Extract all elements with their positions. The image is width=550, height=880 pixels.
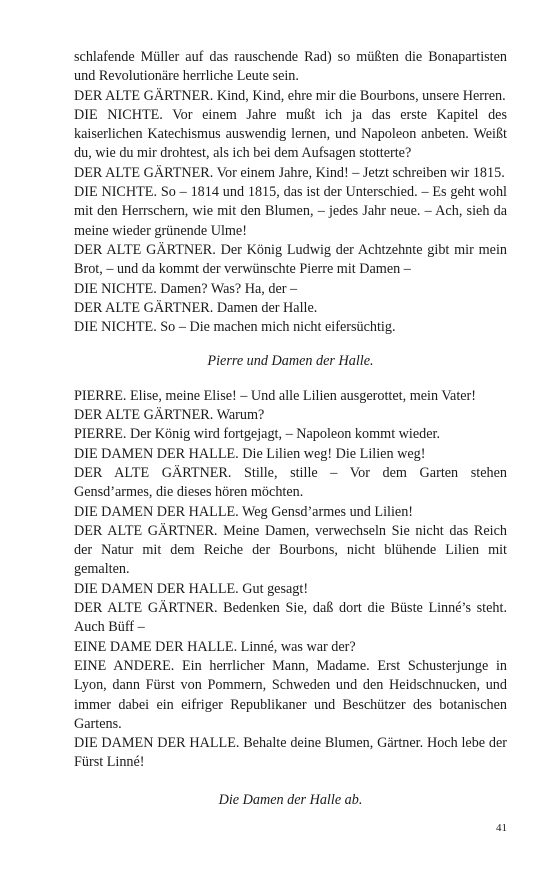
speech: PIERRE. Elise, meine Elise! – Und alle Lilien ausgerottet, mein Vater! <box>74 387 477 404</box>
speech: DIE DAMEN DER HALLE. Gut gesagt! <box>74 580 309 597</box>
speech: EINE DAME DER HALLE. Linné, was war der? <box>74 638 356 655</box>
speech: DER ALTE GÄRTNER. Kind, Kind, ehre mir die Bourbons, unsere Herren. <box>74 87 506 104</box>
speech: EINE ANDERE. Ein herrlicher Mann, Madame. Erst Schusterjunge in Lyon, dann Fürst von Pommern, Schweden und den Heidschnucken, und immer dabei ein eifriger Republikaner und Beschützer des botanischen Gartens. <box>74 657 507 732</box>
page-text <box>74 48 507 825</box>
speech: DIE NICHTE. So – 1814 und 1815, das ist der Unterschied. – Es geht wohl mit den Herrschern, wie mit den Blumen, – jedes Jahr neue. – Ach, sieh da meine wieder grünende Ulme! <box>74 184 507 239</box>
speech: DER ALTE GÄRTNER. Der König Ludwig der Achtzehnte gibt mir mein Brot, – und da kommt der verwünschte Pierre mit Damen – <box>74 241 507 278</box>
speech: DIE DAMEN DER HALLE. Die Lilien weg! Die Lilien weg! <box>74 445 426 462</box>
speech: DER ALTE GÄRTNER. Meine Damen, verwechseln Sie nicht das Reich der Natur mit dem Reiche der Bourbons, nicht blühende Lilien mit gemalten. <box>74 522 507 578</box>
page-number: 41 <box>496 822 507 834</box>
stage-direction: Pierre und Damen der Halle. <box>207 353 374 370</box>
text-line: schlafende Müller auf das rauschende Rad) so müßten die Bonapartisten und Revolutionäre herrliche Leute sein. <box>74 49 507 85</box>
speech: DER ALTE GÄRTNER. Bedenken Sie, daß dort die Büste Linné’s steht. Auch Büff – <box>74 600 507 636</box>
speech: DIE NICHTE. So – Die machen mich nicht eifersüchtig. <box>74 319 396 336</box>
speech: DIE NICHTE. Vor einem Jahre mußt ich ja das erste Kapitel des kaiserlichen Katechismus auswendig lernen, und Napoleon anbeten. Weißt du, wie du mir drohtest, als ich bei dem Aufsagen stotterte? <box>74 106 507 162</box>
stage-direction: Die Damen der Halle ab. <box>218 791 363 808</box>
speech: DER ALTE GÄRTNER. Warum? <box>74 407 265 424</box>
speech: DER ALTE GÄRTNER. Damen der Halle. <box>74 299 318 316</box>
speech: PIERRE. Der König wird fortgejagt, – Napoleon kommt wieder. <box>74 426 441 443</box>
speech: DER ALTE GÄRTNER. Stille, stille – Vor dem Garten stehen Gensd’armes, die dieses hören möchten. <box>74 464 507 501</box>
speech: DIE NICHTE. Damen? Was? Ha, der – <box>74 280 298 297</box>
speech: DER ALTE GÄRTNER. Vor einem Jahre, Kind! – Jetzt schreiben wir 1815. <box>74 164 505 181</box>
speech: DIE DAMEN DER HALLE. Behalte deine Blumen, Gärtner. Hoch lebe der Fürst Linné! <box>74 735 507 771</box>
speech: DIE DAMEN DER HALLE. Weg Gensd’armes und Lilien! <box>74 503 414 520</box>
